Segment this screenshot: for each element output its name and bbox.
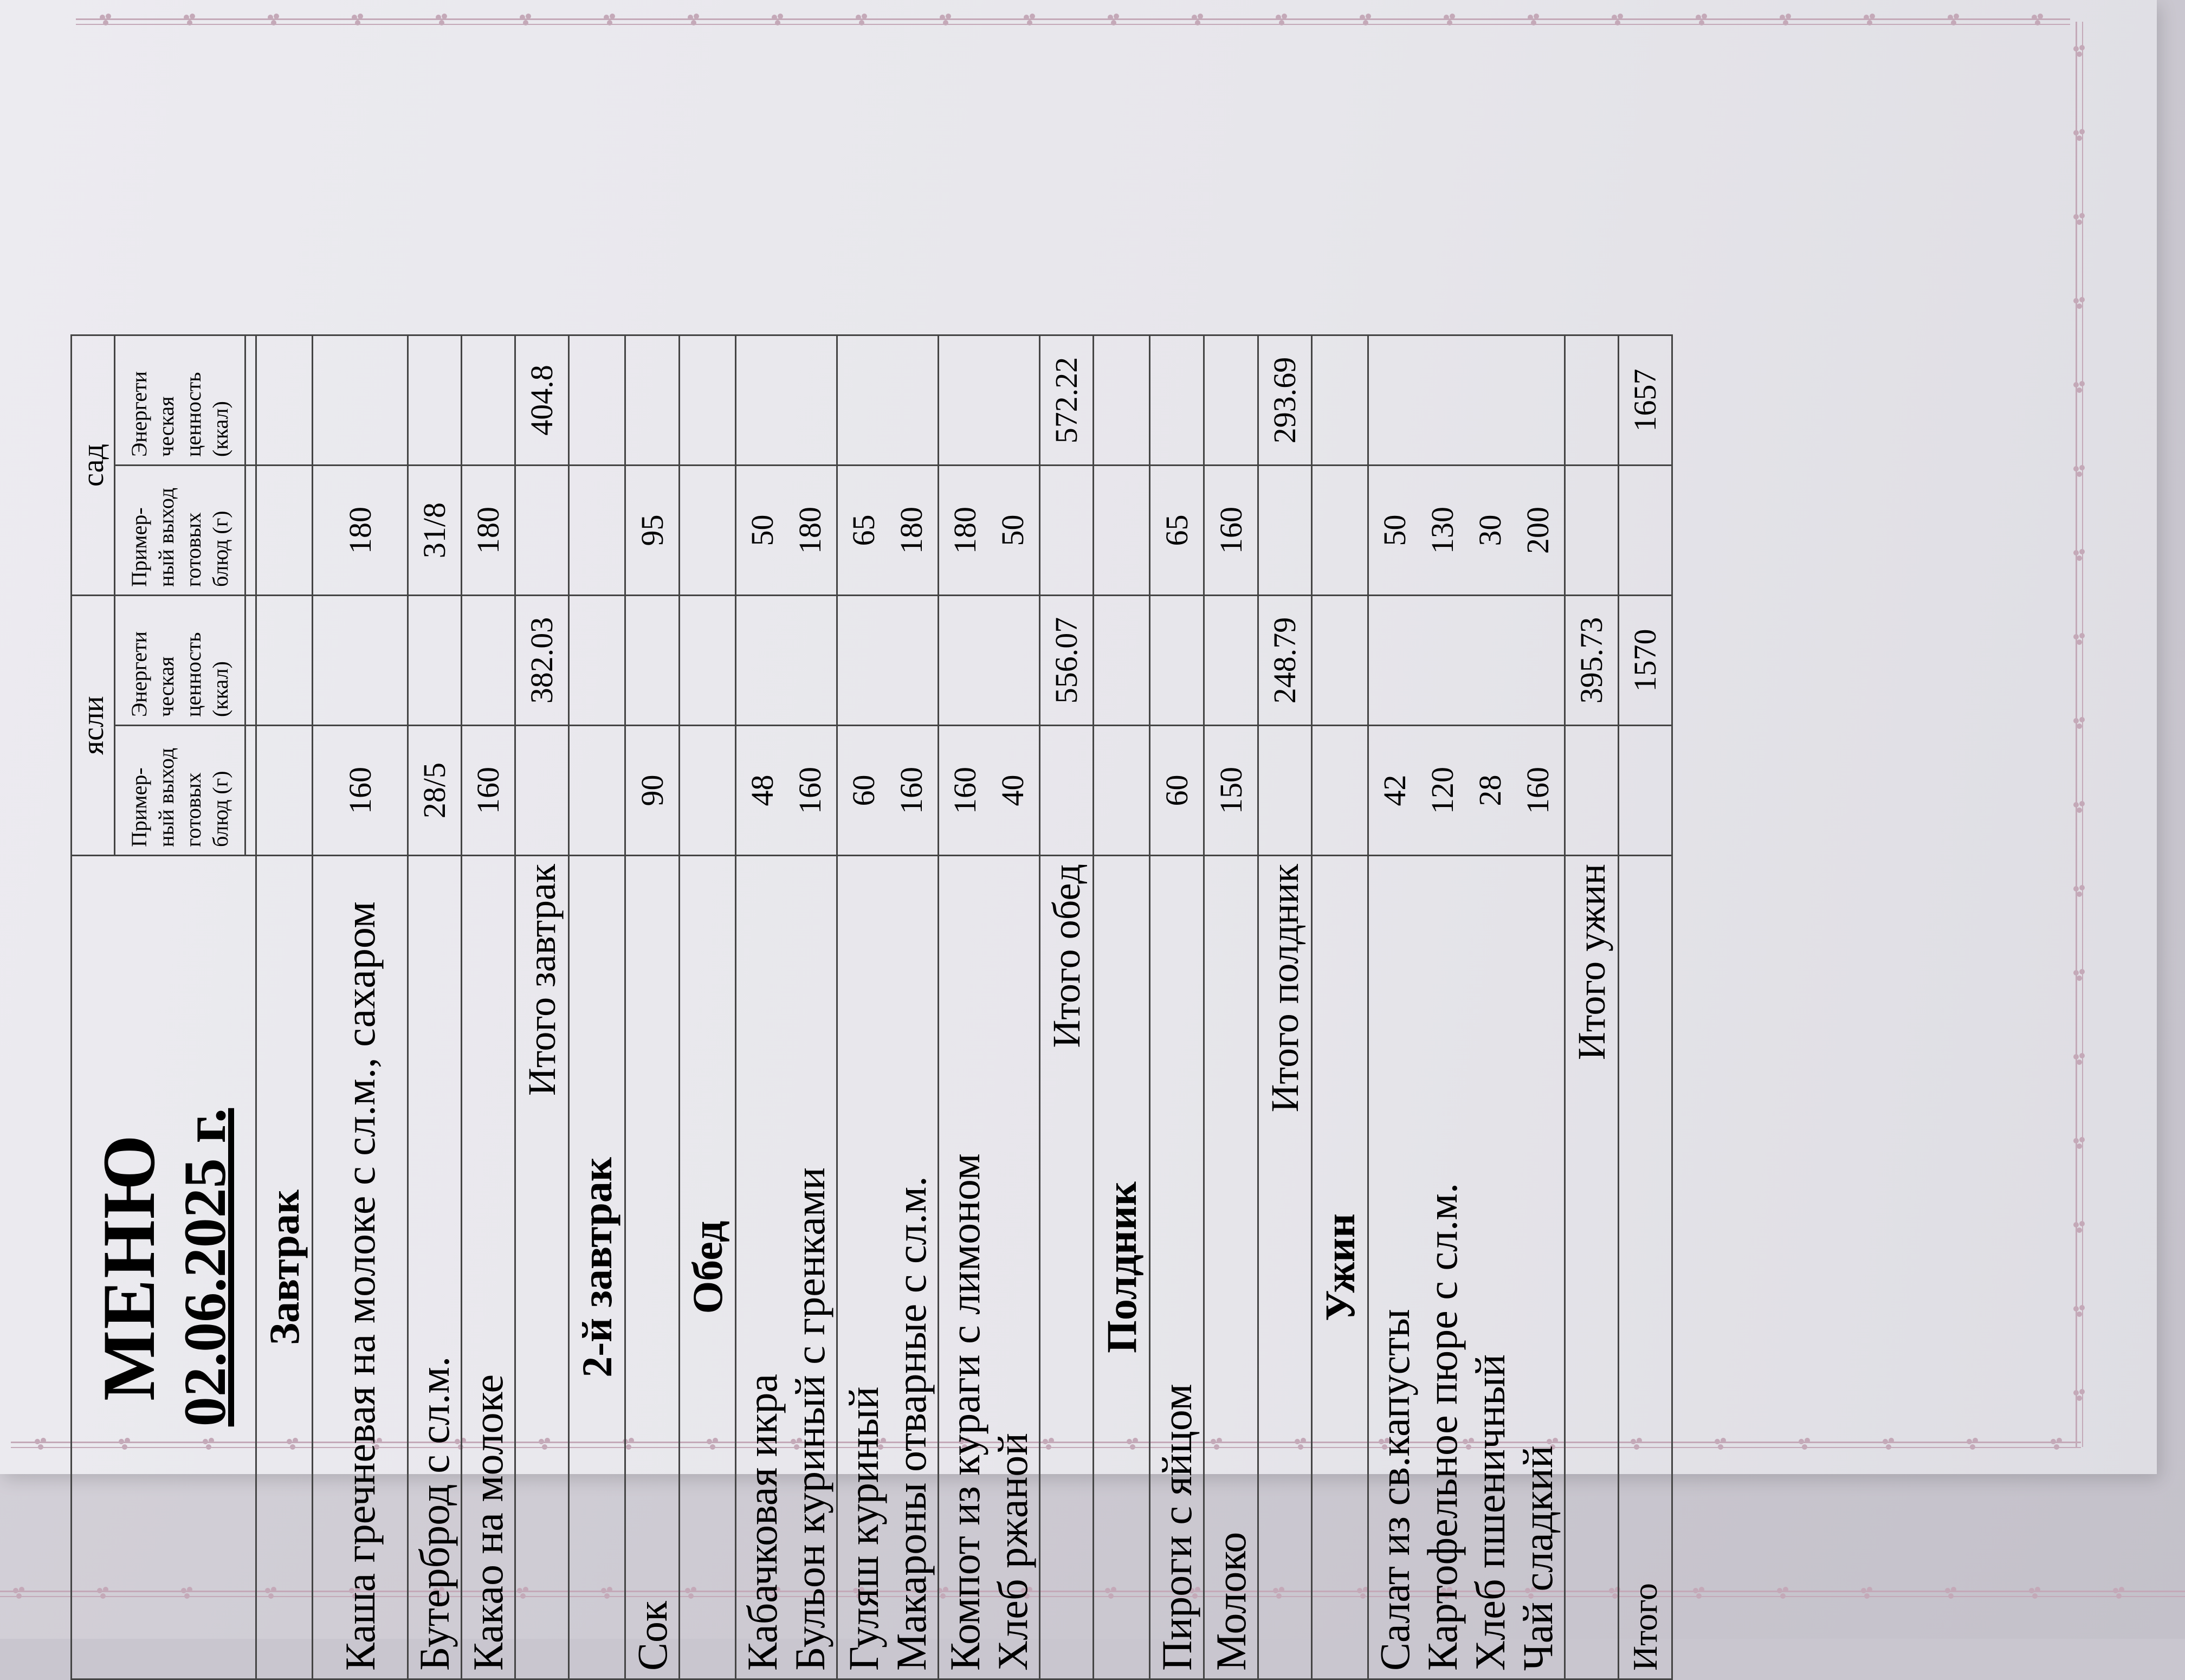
ornament-flower-icon [2071, 43, 2087, 60]
menu-table [70, 334, 1673, 1680]
ornament-flower-icon [2071, 967, 2087, 984]
ornament-flower-icon [1859, 1585, 1875, 1601]
ornament-flower-icon [1964, 1436, 1981, 1452]
ornament-flower-icon [1441, 12, 1458, 28]
kindergarten-yield-list [837, 466, 939, 596]
ornament-flower-icon [770, 12, 786, 28]
ornament-flower-icon [2071, 379, 2087, 396]
kindergarten-yield: 130 [1425, 507, 1460, 554]
ornament-flower-icon [2071, 463, 2087, 480]
col-header-kindergarten-energy: Энергети ческая ценность (ккал) [115, 335, 245, 465]
ornament-flower-icon [98, 12, 114, 28]
kindergarten-yield: 50 [995, 514, 1030, 546]
ornament-flower-icon [2071, 1135, 2087, 1152]
dish-list [1368, 856, 1565, 1679]
ornament-flower-icon [1693, 12, 1710, 28]
ornament-flower-icon [1190, 12, 1206, 28]
nursery-yield-list [939, 726, 1040, 856]
dish-name: Хлеб пшеничный [1466, 1354, 1514, 1671]
ornament-flower-icon [2027, 1585, 2043, 1601]
ornament-flower-icon [1861, 12, 1878, 28]
dish-name: Бутерброд с сл.м. [408, 856, 462, 1679]
nursery-yield: 160 [947, 767, 982, 814]
nursery-yield: 48 [745, 774, 780, 806]
dish-list [939, 856, 1040, 1679]
dish-name: Пироги с яйцом [1150, 856, 1204, 1679]
kindergarten-yield: 180 [894, 507, 929, 554]
ornament-flower-icon [2071, 295, 2087, 312]
ornament-flower-icon [1106, 12, 1122, 28]
ornament-flower-icon [1022, 12, 1038, 28]
col-header-nursery-yield: Пример-ный выход готовых блюд (г) [115, 726, 245, 856]
dish-name: Картофельное пюре с сл.м. [1419, 1183, 1466, 1671]
ornament-border-top [76, 18, 2070, 20]
nursery-yield: 120 [1425, 767, 1460, 814]
nursery-yield: 60 [1150, 726, 1204, 856]
dish-name: Бульон куриный с гренками [786, 1167, 833, 1671]
nursery-yield: 90 [625, 726, 680, 856]
kindergarten-yield-list [1368, 466, 1565, 596]
ornament-flower-icon [1357, 12, 1374, 28]
ornament-flower-icon [686, 12, 702, 28]
ornament-flower-icon [350, 12, 366, 28]
kindergarten-yield: 50 [745, 514, 780, 546]
dish-name: Молоко [1204, 856, 1258, 1679]
total-lunch-kindergarten: 572.22 [1040, 335, 1094, 465]
section-lunch: Обед [680, 856, 736, 1679]
total-snack-label: Итого полдник [1258, 856, 1312, 1679]
total-breakfast-kindergarten: 404.8 [515, 335, 569, 465]
nursery-yield: 42 [1377, 774, 1412, 806]
ornament-flower-icon [2071, 127, 2087, 144]
ornament-flower-icon [2071, 1051, 2087, 1068]
total-snack-nursery: 248.79 [1258, 596, 1312, 726]
ornament-flower-icon [2071, 1387, 2087, 1404]
nursery-yield: 28 [1472, 774, 1508, 806]
ornament-flower-icon [266, 12, 282, 28]
total-lunch-label: Итого обед [1040, 856, 1094, 1679]
kindergarten-yield: 180 [947, 507, 982, 554]
dish-name: Хлеб ржаной [989, 1432, 1036, 1671]
section-breakfast: Завтрак [256, 856, 313, 1679]
ornament-flower-icon [2111, 1585, 2127, 1601]
ornament-flower-icon [2071, 1303, 2087, 1320]
dish-name: Сок [625, 856, 680, 1679]
menu-title: МЕНЮ [87, 1133, 170, 1401]
group-header-kindergarten: сад [72, 335, 115, 595]
dish-name: Кабачковая икра [739, 1373, 786, 1671]
total-lunch-nursery: 556.07 [1040, 596, 1094, 726]
menu-date: 02.06.2025 г. [172, 1108, 238, 1427]
ornament-flower-icon [1880, 1436, 1897, 1452]
section-dinner: Ужин [1312, 856, 1368, 1679]
section-second-breakfast: 2-й завтрак [569, 856, 625, 1679]
ornament-flower-icon [1525, 12, 1542, 28]
grand-total-kindergarten: 1657 [1619, 335, 1672, 465]
nursery-yield: 40 [995, 774, 1030, 806]
ornament-flower-icon [182, 12, 198, 28]
ornament-flower-icon [2029, 12, 2046, 28]
ornament-flower-icon [602, 12, 618, 28]
ornament-flower-icon [2071, 799, 2087, 816]
total-breakfast-label: Итого завтрак [515, 856, 569, 1679]
dish-name: Каша гречневая на молоке с сл.м., сахаром [313, 856, 408, 1679]
kindergarten-yield: 50 [1377, 514, 1412, 546]
kindergarten-yield: 180 [792, 507, 828, 554]
col-header-nursery-energy: Энергети ческая ценность (ккал) [115, 596, 245, 726]
ornament-flower-icon [33, 1436, 49, 1452]
kindergarten-yield: 65 [846, 514, 881, 546]
total-breakfast-nursery: 382.03 [515, 596, 569, 726]
nursery-yield: 160 [462, 726, 515, 856]
ornament-flower-icon [2071, 211, 2087, 228]
ornament-flower-icon [434, 12, 450, 28]
ornament-border-top-inner [76, 24, 2070, 25]
nursery-yield: 150 [1204, 726, 1258, 856]
dish-name: Гуляш куриный [840, 1386, 887, 1671]
ornament-flower-icon [2071, 547, 2087, 564]
menu-document [70, 336, 1826, 1680]
ornament-flower-icon [1945, 12, 1962, 28]
dish-list [736, 856, 837, 1679]
nursery-yield-list [736, 726, 837, 856]
dish-name: Салат из св.капусты [1371, 1309, 1418, 1671]
ornament-flower-icon [938, 12, 954, 28]
group-header-nursery: ясли [72, 596, 115, 856]
col-header-kindergarten-yield: Пример-ный выход готовых блюд (г) [115, 466, 245, 596]
total-dinner-nursery: 395.73 [1565, 596, 1619, 726]
dish-name: Какао на молоке [462, 856, 515, 1679]
ornament-flower-icon [2071, 883, 2087, 900]
kindergarten-yield: 30 [1472, 514, 1508, 546]
kindergarten-yield: 31/8 [408, 466, 462, 596]
ornament-flower-icon [1943, 1585, 1959, 1601]
menu-heading-cell [72, 856, 256, 1679]
nursery-yield: 160 [792, 767, 828, 814]
dish-name: Макароны отварные с сл.м. [888, 1176, 935, 1671]
ornament-flower-icon [11, 1585, 27, 1601]
ornament-flower-icon [2048, 1436, 2065, 1452]
kindergarten-yield: 65 [1150, 466, 1204, 596]
nursery-yield-list [1368, 726, 1565, 856]
ornament-flower-icon [2071, 631, 2087, 648]
nursery-yield-list [837, 726, 939, 856]
kindergarten-yield-list [939, 466, 1040, 596]
nursery-yield: 28/5 [408, 726, 462, 856]
nursery-yield: 60 [846, 774, 881, 806]
grand-total-label: Итого [1619, 856, 1672, 1679]
ornament-flower-icon [1609, 12, 1626, 28]
kindergarten-yield-list [736, 466, 837, 596]
grand-total-nursery: 1570 [1619, 596, 1672, 726]
dish-name: Чай сладкий [1514, 1445, 1561, 1671]
nursery-yield: 160 [1520, 767, 1555, 814]
ornament-flower-icon [854, 12, 870, 28]
dish-list [837, 856, 939, 1679]
kindergarten-yield: 160 [1204, 466, 1258, 596]
ornament-flower-icon [518, 12, 534, 28]
kindergarten-yield: 180 [313, 466, 408, 596]
section-snack: Полдник [1094, 856, 1150, 1679]
ornament-flower-icon [1777, 12, 1794, 28]
kindergarten-yield: 95 [625, 466, 680, 596]
ornament-flower-icon [1273, 12, 1290, 28]
dish-name: Компот из кураги с лимоном [941, 1153, 988, 1671]
kindergarten-yield: 200 [1520, 507, 1555, 554]
total-snack-kindergarten: 293.69 [1258, 335, 1312, 465]
kindergarten-yield: 180 [462, 466, 515, 596]
ornament-flower-icon [2071, 1219, 2087, 1236]
nursery-yield: 160 [313, 726, 408, 856]
nursery-yield: 160 [894, 767, 929, 814]
total-dinner-label: Итого ужин [1565, 856, 1619, 1679]
ornament-flower-icon [2071, 715, 2087, 732]
